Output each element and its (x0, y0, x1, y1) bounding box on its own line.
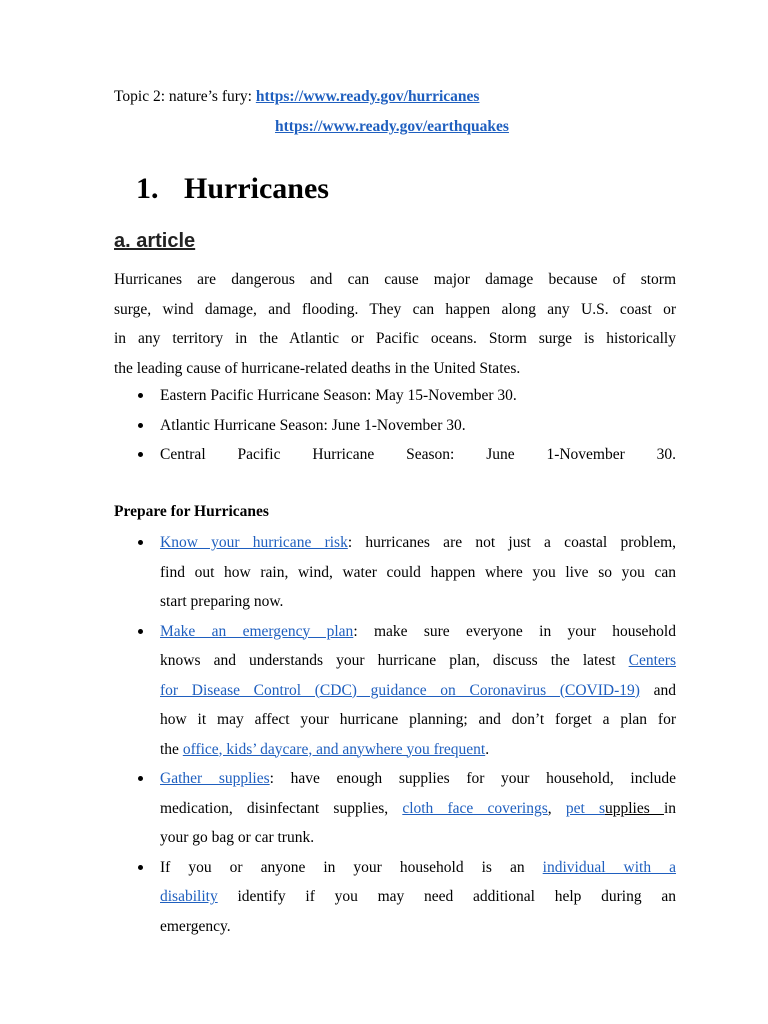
bullet-icon (138, 452, 143, 457)
list-item: If you or anyone in your household is an individual with a disability identify if you may need additional help during an emergency. (114, 853, 676, 942)
list-item: Gather supplies: have enough supplies for your household, include medication, disinfectant supplies, cloth face coverings, pet supplies in your go bag or car trunk. (114, 764, 676, 853)
article-line: the leading cause of hurricane-related deaths in the United States. (114, 359, 521, 377)
article-line: surge, wind damage, and flooding. They can happen along any U.S. coast or (114, 300, 676, 318)
list-item: Make an emergency plan: make sure everyone in your household knows and understands your hurricane plan, discuss the latest Centers for Disease Control (CDC) guidance on Coronavirus (COVID-19) and how it may affect your hurricane planning; and don’t forget a plan for the office, kids’ daycare, and anywhere you frequent. (114, 617, 676, 765)
article-paragraph (114, 265, 676, 383)
list-item: Atlantic Hurricane Season: June 1-November 30. (114, 411, 676, 441)
cdc-guidance-link[interactable]: Centers (628, 652, 676, 669)
article-line: Hurricanes are dangerous and can cause major damage because of storm (114, 271, 676, 288)
section-number: 1. (136, 172, 159, 205)
emergency-plan-link[interactable]: Make an emergency plan (160, 622, 354, 640)
topic-line (114, 88, 479, 106)
bullet-icon (138, 776, 143, 781)
topic-line-2 (275, 118, 509, 136)
bullet-icon (138, 865, 143, 870)
hurricanes-link[interactable]: https://www.ready.gov/hurricanes (255, 88, 480, 105)
frequent-places-link[interactable]: office, kids’ daycare, and anywhere you frequent (182, 740, 486, 758)
prepare-title: Prepare for Hurricanes (114, 503, 269, 520)
earthquakes-link[interactable]: https://www.ready.gov/earthquakes (275, 118, 509, 135)
cdc-guidance-link-cont[interactable]: for Disease Control (CDC) guidance on Coronavirus (COVID-19) (160, 681, 640, 699)
bullet-icon (138, 540, 143, 545)
section-title: Hurricanes (184, 172, 329, 205)
hurricane-risk-link[interactable]: Know your hurricane risk (160, 534, 348, 551)
prepare-list (114, 528, 676, 941)
topic-label: Topic 2: nature’s fury: (114, 88, 256, 105)
bullet-icon (138, 423, 143, 428)
list-item: Eastern Pacific Hurricane Season: May 15-November 30. (114, 381, 676, 411)
bullet-icon (138, 629, 143, 634)
disability-link[interactable]: individual with a (542, 858, 677, 876)
face-coverings-link[interactable]: cloth face coverings (402, 799, 548, 817)
list-item: Know your hurricane risk: hurricanes are not just a coastal problem, find out how rain, wind, water could happen where you live so you can start preparing now. (114, 528, 676, 617)
list-item: Central Pacific Hurricane Season: June 1-November 30. (114, 440, 676, 470)
gather-supplies-link[interactable]: Gather supplies (160, 770, 270, 787)
subheading: a. article (114, 230, 196, 252)
pet-supplies-link[interactable]: pet s (565, 799, 605, 817)
season-list (114, 381, 676, 470)
bullet-icon (138, 393, 143, 398)
article-line: in any territory in the Atlantic or Pacific oceans. Storm surge is historically (114, 330, 676, 347)
section-heading (136, 172, 329, 206)
disability-link-cont[interactable]: disability (160, 888, 218, 905)
